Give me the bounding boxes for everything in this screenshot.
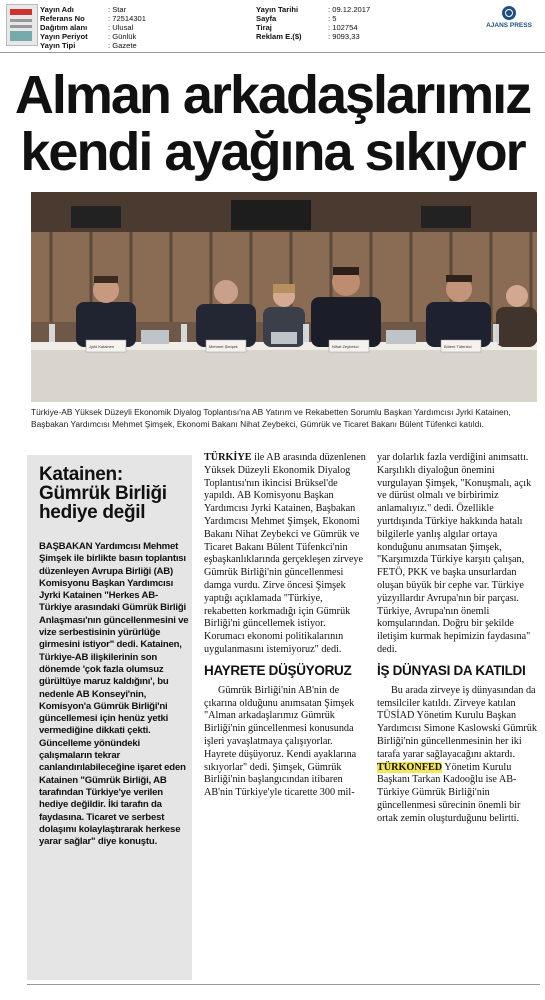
meta-value: : Günlük <box>108 32 137 41</box>
header-divider <box>0 52 545 53</box>
paragraph: yar dolarlık fazla verdiğini anımsattı. Karşılıklı diyaloğun önemini vurgulayan Şimşek, "Konuşmalı, açık ve dürüst olmalı ve birbirimiz anlamalıyız." dedi. Özellikle yurtdışında Türkiye hakkında hatalı bilgilerle yanlış algılar ortaya konduğunu anımsatan Şimşek, "Karşımızda Türkiye karşıtı çalışan, FETÖ, PKK ve başka unsurlardan oluşan büyük bir cephe var. Türkiye yüzyıllardır Avrupa'nın bir parçası. Türkiye, Avrupa'nın önemli komşularından. Doğru bir şekilde iletişim kurmak hepimizin faydasına" dedi. <box>377 452 532 655</box>
name-plate-2: Mehmet Şimşek <box>209 344 238 349</box>
sidebar-box <box>27 455 192 980</box>
meta-value: : 102754 <box>328 23 358 32</box>
clipping-header <box>0 0 545 52</box>
sidebar-title: Katainen: Gümrük Birliği hediye değil <box>39 464 167 523</box>
agency-logo <box>478 6 540 29</box>
meta-value: : Ulusal <box>108 23 134 32</box>
meta-key: Dağıtım alanı <box>40 23 88 32</box>
sidebar-text: Yardımcısı Mehmet Şimşek ile birlikte basın toplantısı düzenleyen Avrupa Birliği (AB) Komisyonu Başkan Yardımcısı Jyrki Katainen "Herkes AB-Türkiye arasındaki Gümrük Birliği Anlaşması'nın güncellenmesini ve vize serbestisinin yürürlüğe girmesini istiyor" dedi. Katainen, Türkiye-AB ilişkilerinin son dönemde 'çok fazla olumsuz gürültüye maruz kaldığını', bu nedenle AB Konseyi'nin, Komisyon'a Gümrük Birliği'ni güncellemesi için henüz yetki vermediğine dikkati çekti. Güncelleme yönündeki çalışmaların tekrar canlandırılabileceğine işaret eden Katainen "Gümrük Birliği, AB tarafından Türkiye'ye verilen hediye değildir. İki tarafın da faydasına. Ticaret ve serbest dolaşımı kolaylaştırarak herkese yarar sağlar" diye konuştu. <box>39 541 189 848</box>
meta-value: : Star <box>108 5 127 14</box>
meta-key: Referans No <box>40 14 85 23</box>
paragraph <box>377 685 540 826</box>
subheading: HAYRETE DÜŞÜYORUZ <box>204 662 352 678</box>
agency-name: AJANS PRESS <box>486 22 532 29</box>
meta-key: Reklam E.($) <box>256 32 302 41</box>
paragraph-text: Yönetim Kurulu Başkanı Tarkan Kadooğlu ise AB-Türkiye Gümrük Birliği'nin güncellenmesi sürecinin önemli bir ortak zemin oluşturduğunu belirtti. <box>377 761 521 824</box>
meta-key: Yayın Tarihi <box>256 5 299 14</box>
paragraph-text: ile AB arasında düzenlenen Yüksek Düzeyli Ekonomik Diyalog Toplantısı'nın ikincisi Brüksel'de yapıldı. AB Komisyonu Başkan Yardımcısı Jyrki Katainen, Başbakan Yardımcısı Mehmet Şimşek, Ekonomi Bakanı Nihat Zeybekci ve Gümrük ve Ticaret Bakanı Bülent Tüfenkci'nin eşbaşkanlıklarında gerçekleşen zirveye Gümrük Birliği'nin güncellenmesi damga vurdu. Zirve öncesi Şimşek yaptığı açıklamada "Türkiye, rekabetten korkmadığı için Gümrük Birliği'ni güncellemek istiyor. Korumacı ekonomi politikalarının uygulanmasını istemiyoruz" dedi. <box>204 452 366 655</box>
column-lead-word: TÜRKİYE <box>204 452 252 463</box>
paragraph-text: Bu arada zirveye iş dünyasından da temsilciler katıldı. Zirveye katılan TÜSİAD Yönetim Kurulu Başkan Yardımcısı Simone Kaslowski Gümrük Birliği'nin güncellenmesinin her iki tarafa yarar sağlayacağını aktardı. <box>377 684 537 760</box>
meta-left <box>40 5 146 50</box>
meta-value: : 72514301 <box>108 14 147 23</box>
name-plate-1: Jyrki Katainen <box>89 344 115 349</box>
photo-illustration <box>31 192 537 402</box>
headline-line-2: kendi ayağına sıkıyor <box>20 122 525 182</box>
globe-icon <box>502 6 516 20</box>
paragraph: Gümrük Birliği'nin AB'nin de çıkarına olduğunu anımsatan Şimşek "Alman arkadaşlarımız Gümrük Birliği'nin güncellenmesi konusunda işleri yavaşlatmaya çalışıyorlar. Hayrete düşüyoruz. Kendi ayaklarına sıkıyorlar" dedi. Şimşek, Gümrük Birliği'nin başlangıcından itibaren AB'nin Türkiye'yle ticarette 300 mil- <box>204 684 357 799</box>
paragraph <box>204 452 367 657</box>
meta-key: Yayın Adı <box>40 5 74 14</box>
article-column-1 <box>204 452 367 800</box>
article-column-2 <box>377 452 540 826</box>
name-plate-3: Nihat Zeybekci <box>332 344 359 349</box>
meta-key: Sayfa <box>256 14 277 23</box>
name-plate-4: Bülent Tüfenkci <box>444 344 472 349</box>
headline-line-1: Alman arkadaşlarımız <box>14 65 531 125</box>
meta-right <box>256 5 370 41</box>
newspaper-thumbnail-icon <box>6 4 38 46</box>
news-photo <box>31 192 537 402</box>
highlighted-term: TÜRKONFED <box>377 761 443 773</box>
sidebar-body <box>39 541 189 848</box>
sidebar-lead: BAŞBAKAN <box>39 541 93 552</box>
meta-key: Yayın Periyot <box>40 32 88 41</box>
meta-value: : 09.12.2017 <box>328 5 371 14</box>
footer-divider <box>27 984 540 985</box>
meta-value: : 5 <box>328 14 337 23</box>
meta-value: : Gazete <box>108 41 137 50</box>
subheading: İŞ DÜNYASI DA KATILDI <box>377 662 526 678</box>
meta-key: Yayın Tipi <box>40 41 76 50</box>
photo-caption: Türkiye-AB Yüksek Düzeyli Ekonomik Diyalog Toplantısı'na AB Yatırım ve Rekabetten Sorumlu Başkan Yardımcısı Jyrki Katainen, Başbakan Yardımcısı Mehmet Şimşek, Ekonomi Bakanı Nihat Zeybekci, Gümrük ve Ticaret Bakanı Bülent Tüfenkci katıldı. <box>31 407 511 429</box>
meta-key: Tiraj <box>256 23 272 32</box>
meta-value: : 9093,33 <box>328 32 360 41</box>
